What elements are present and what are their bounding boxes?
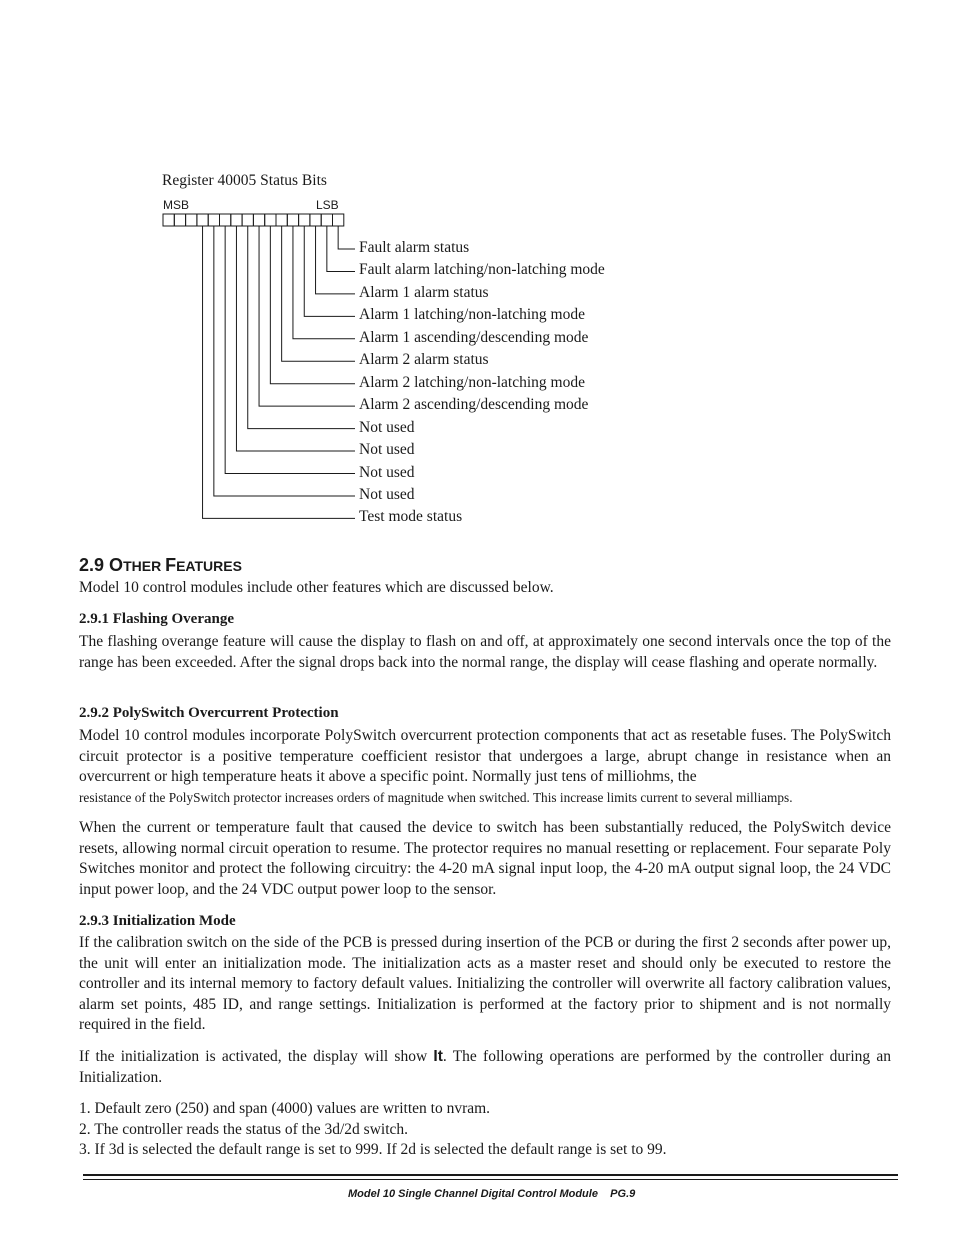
register-bit-box — [287, 214, 298, 226]
footer-rule-thin — [83, 1179, 898, 1180]
initialization-paragraph-2 — [79, 1047, 891, 1088]
list-item: 2. The controller reads the status of the 3d/2d switch. — [79, 1121, 409, 1138]
page-footer: Model 10 Single Channel Digital Control Module PG.9 — [348, 1188, 636, 1200]
section-heading — [79, 555, 242, 576]
register-bit-box — [174, 214, 185, 226]
register-bit-box — [310, 214, 321, 226]
register-title: Register 40005 Status Bits — [162, 172, 327, 189]
register-bit-box — [253, 214, 264, 226]
lsb-label: LSB — [316, 198, 339, 212]
bit-label: Fault alarm latching/non-latching mode — [359, 261, 605, 279]
register-bit-box — [265, 214, 276, 226]
polyswitch-paragraph-2: When the current or temperature fault that caused the device to switch has been substantially reduced, the PolySwitch device resets, allowing normal circuit operation to resume. The protector requires no manual resetting or replacement. Four separate Poly Switches monitor and protect the following circuitry: the 4-20 mA signal input loop, the 4-20 mA output signal loop, the 24 VDC input power loop, and the 24 VDC output power loop to the sensor. — [79, 819, 891, 898]
bit-label: Fault alarm status — [359, 239, 470, 256]
polyswitch-paragraph: Model 10 control modules incorporate PolySwitch overcurrent protection components that act as resetable fuses. The PolySwitch circuit protector is a positive temperature coefficient resistor that undergoes a large, abrupt change in resistance when an overcurrent or high temperature heats it above a specific point. Normally just tens of milliohms, the — [79, 727, 891, 786]
register-bit-box — [299, 214, 310, 226]
section-title-part1: THER — [123, 558, 166, 574]
init-text-before: If the initialization is activated, the display will show — [79, 1048, 434, 1065]
bit-leader-line — [338, 226, 355, 249]
polyswitch-paragraph-tail: resistance of the PolySwitch protector increases orders of magnitude when switched. This increase limits current to several milliamps. — [79, 790, 793, 805]
register-bit-box — [186, 214, 197, 226]
register-bit-box — [333, 214, 344, 226]
display-code: It — [433, 1048, 443, 1065]
register-bit-box — [220, 214, 231, 226]
bit-leader-line — [270, 226, 355, 384]
list-item: 1. Default zero (250) and span (4000) values are written to nvram. — [79, 1100, 491, 1117]
subsection-heading-polyswitch: 2.9.2 PolySwitch Overcurrent Protection — [79, 705, 339, 721]
footer-rule-thick — [83, 1174, 898, 1176]
initialization-paragraph: If the calibration switch on the side of the PCB is pressed during insertion of the PCB or during the first 2 seconds after power up, the unit will enter an initialization mode. The initialization acts as a master reset and should only be executed to restore the controller and its internal memory to factory default values. Initializing the controller will overwrite all factory calibration values, alarm set points, 485 ID, and range settings. Initialization is performed at the factory prior to shipment and is not normally required in the field. — [79, 934, 891, 1034]
register-bit-box — [163, 214, 174, 226]
bit-leader-line — [293, 226, 355, 339]
bit-label: Alarm 2 ascending/descending mode — [359, 396, 589, 414]
register-bit-box — [276, 214, 287, 226]
section-intro: Model 10 control modules include other features which are discussed below. — [79, 579, 554, 596]
subsection-heading-initialization: 2.9.3 Initialization Mode — [79, 913, 236, 929]
msb-label: MSB — [163, 198, 190, 212]
bit-label: Alarm 2 alarm status — [359, 351, 489, 369]
register-bit-box — [208, 214, 219, 226]
register-bit-box — [242, 214, 253, 226]
section-title-letter-f: F — [165, 555, 177, 575]
list-item: 3. If 3d is selected the default range is set to 999. If 2d is selected the default range is set to 99. — [79, 1141, 667, 1158]
register-bit-box — [321, 214, 332, 226]
bit-label: Alarm 1 ascending/descending mode — [359, 328, 589, 346]
bit-label: Not used — [359, 463, 415, 481]
section-number: 2.9 — [79, 555, 105, 575]
bit-leader-line — [225, 226, 355, 474]
flashing-paragraph: The flashing overange feature will cause the display to flash on and off, at approximately one second intervals once the top of the range has been exceeded. After the signal drops back into the normal range, the display will cease flashing and operate normally. — [79, 633, 891, 671]
register-bit-box — [231, 214, 242, 226]
bit-label: Test mode status — [359, 508, 463, 526]
bit-label: Alarm 1 latching/non-latching mode — [359, 306, 585, 324]
bit-leader-line — [248, 226, 355, 429]
bit-label: Not used — [359, 418, 415, 436]
bit-label: Alarm 2 latching/non-latching mode — [359, 373, 585, 391]
section-title-letter-o: O — [109, 555, 124, 575]
subsection-heading-flashing: 2.9.1 Flashing Overange — [79, 611, 235, 627]
init-text-after: . The following operations are performed by the controller during an Initialization. — [79, 1048, 891, 1086]
bit-leader-line — [316, 226, 355, 294]
bit-label: Not used — [359, 485, 415, 503]
bit-label: Alarm 1 alarm status — [359, 283, 489, 301]
bit-label: Not used — [359, 441, 415, 459]
register-bit-box — [197, 214, 208, 226]
section-title-part2: EATURES — [176, 558, 242, 574]
register-diagram — [0, 0, 954, 540]
